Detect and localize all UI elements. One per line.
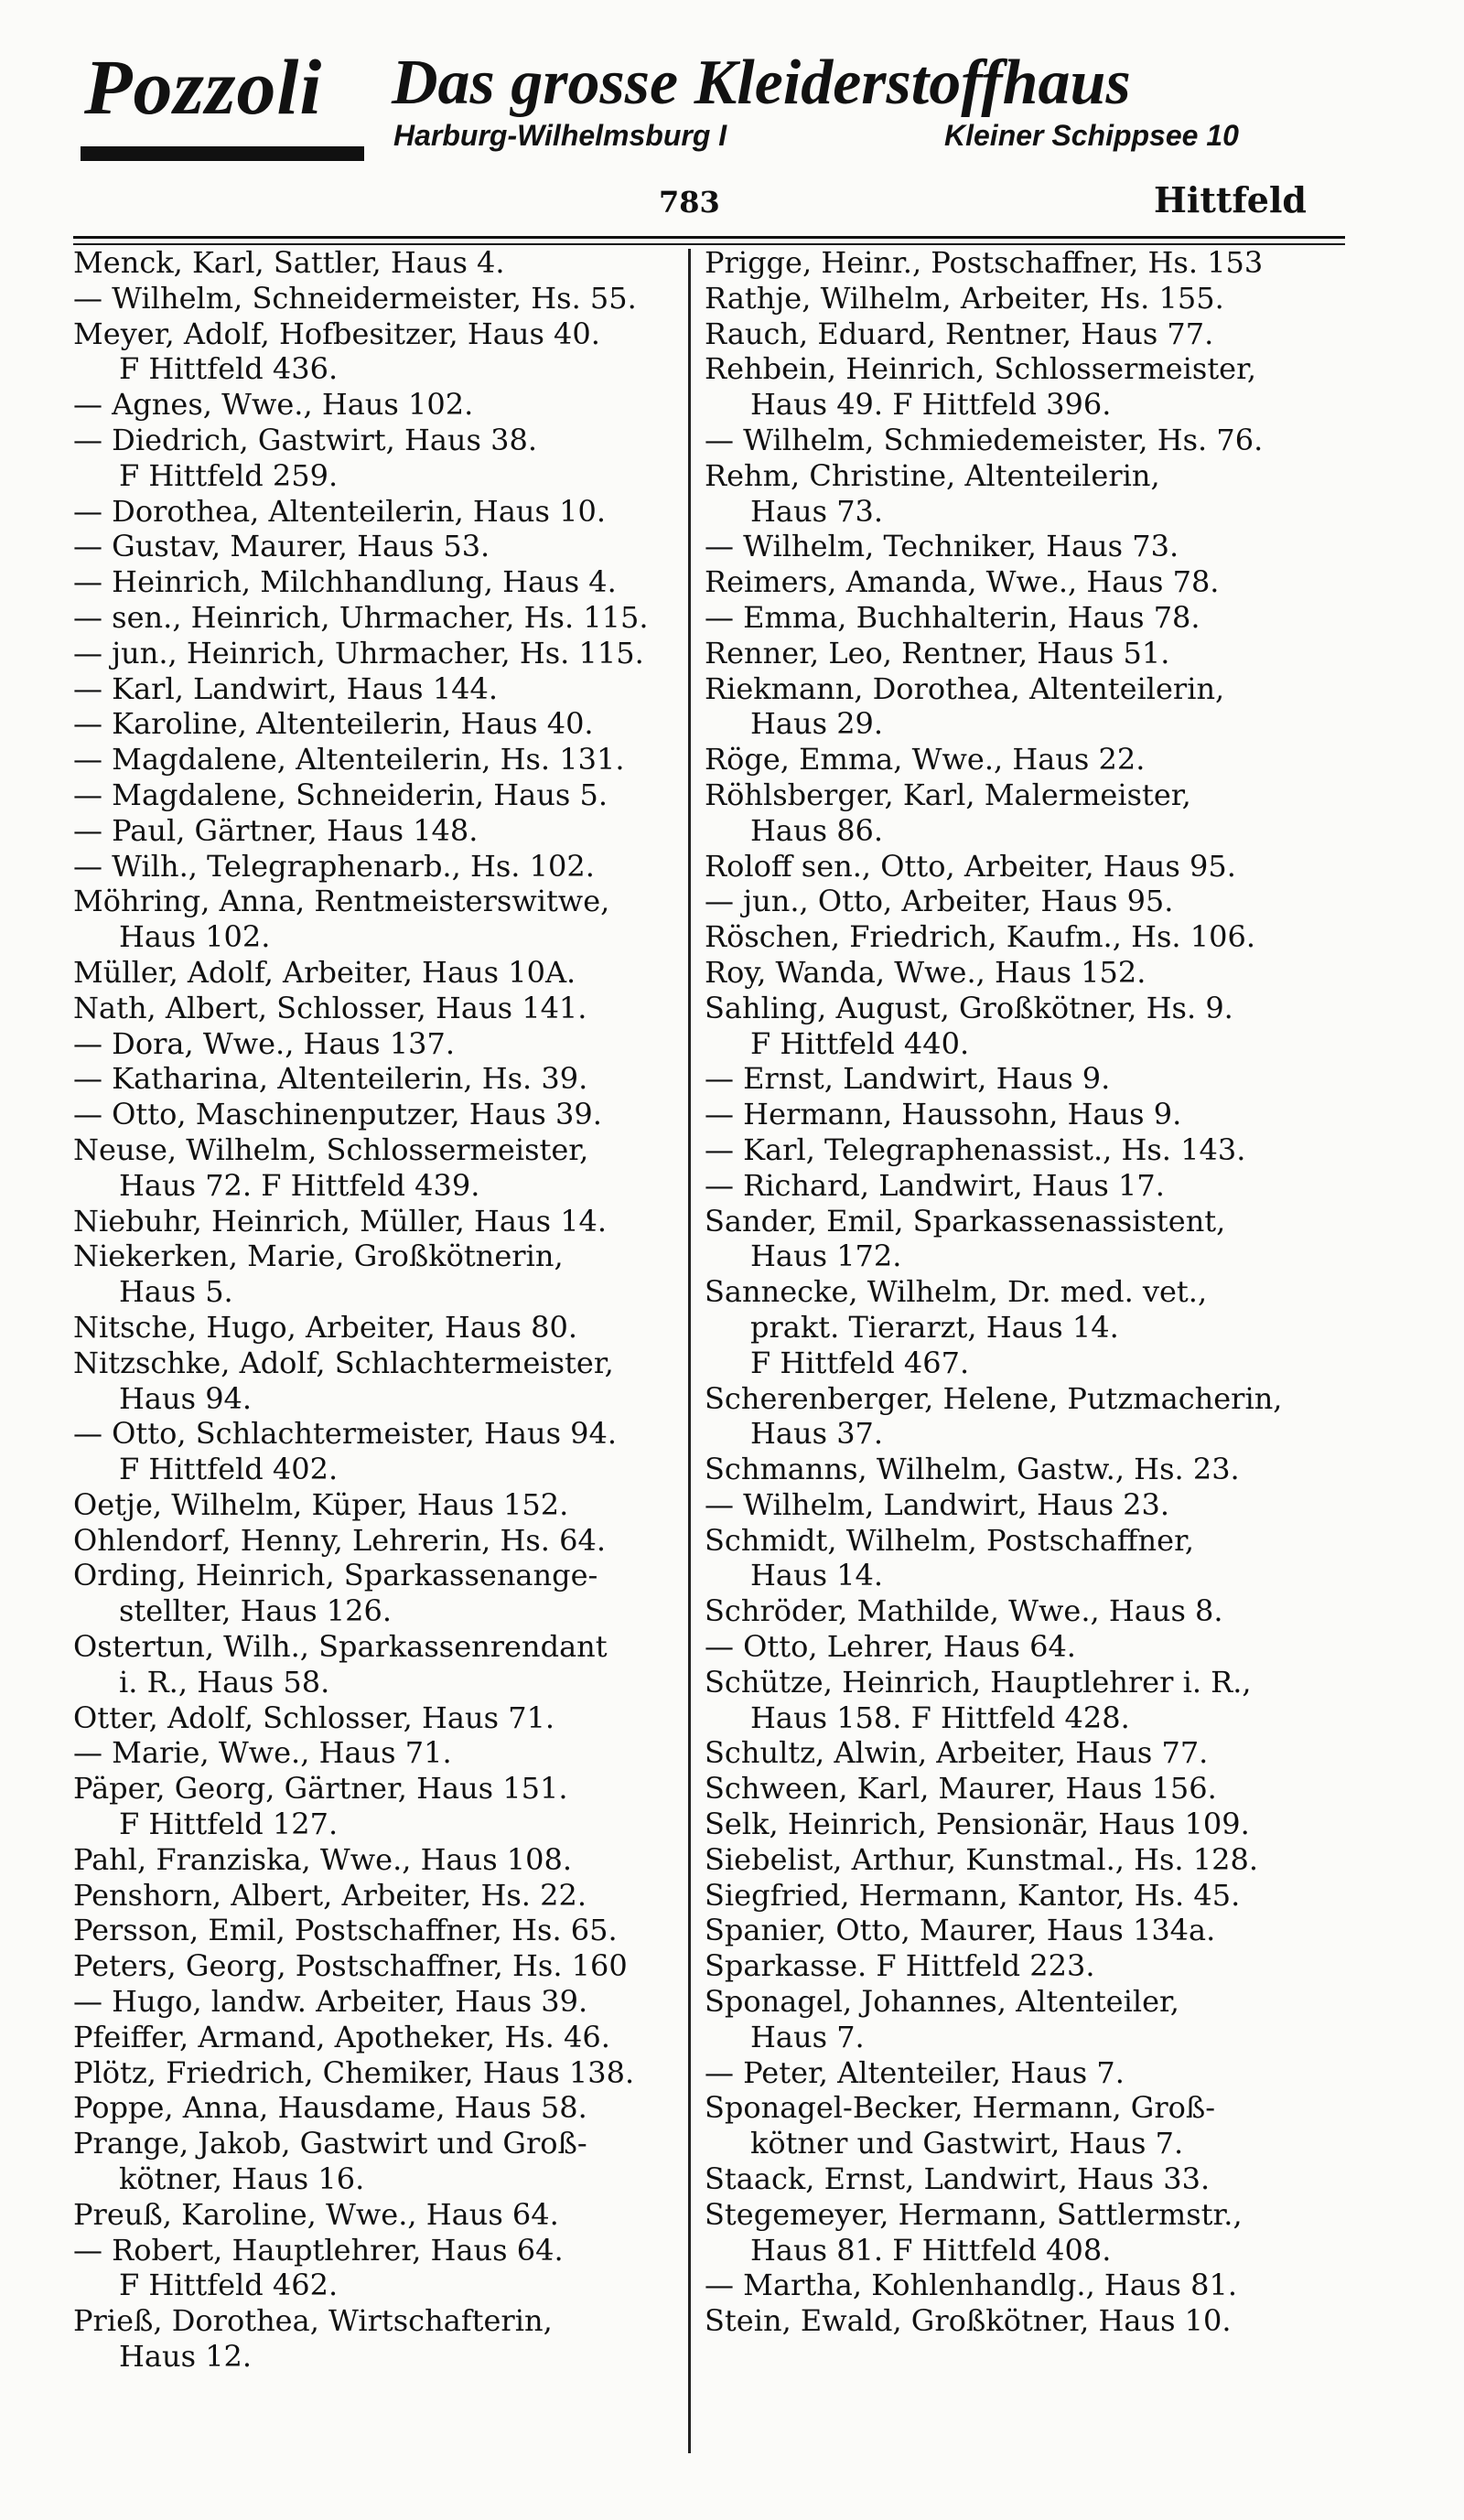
- directory-entry-line: Haus 7.: [750, 2019, 865, 2054]
- directory-entry-line: Rehbein, Heinrich, Schlossermeister,: [705, 351, 1257, 387]
- directory-entry-line: — Dorothea, Altenteilerin, Haus 10.: [73, 493, 606, 529]
- directory-entry-line: Sander, Emil, Sparkassenassistent,: [705, 1203, 1226, 1239]
- directory-entry-line: Spanier, Otto, Maurer, Haus 134a.: [705, 1913, 1216, 1948]
- directory-entry-line: Haus 94.: [119, 1380, 253, 1416]
- directory-entry-line: — Hugo, landw. Arbeiter, Haus 39.: [73, 1984, 588, 2020]
- directory-entry-line: Haus 12.: [119, 2339, 253, 2375]
- directory-entry-line: — jun., Otto, Arbeiter, Haus 95.: [705, 884, 1174, 919]
- directory-entry-line: Haus 86.: [750, 812, 884, 848]
- directory-entry-line: Pfeiffer, Armand, Apotheker, Hs. 46.: [73, 2019, 610, 2054]
- directory-entry-line: Nitsche, Hugo, Arbeiter, Haus 80.: [73, 1309, 577, 1345]
- directory-entry-line: Sannecke, Wilhelm, Dr. med. vet.,: [705, 1274, 1208, 1310]
- directory-entry-line: — Karl, Landwirt, Haus 144.: [73, 670, 499, 706]
- directory-entry-line: — Karl, Telegraphenassist., Hs. 143.: [705, 1131, 1246, 1167]
- directory-entry-line: — Marie, Wwe., Haus 71.: [73, 1735, 452, 1771]
- place-heading: Hittfeld: [1154, 179, 1307, 220]
- ad-location: Harburg-Wilhelmsburg I: [393, 119, 727, 152]
- directory-entry-line: Schröder, Mathilde, Wwe., Haus 8.: [705, 1593, 1223, 1629]
- directory-entry-line: i. R., Haus 58.: [119, 1664, 330, 1700]
- directory-entry-line: Haus 102.: [119, 919, 271, 955]
- directory-entry-line: Haus 49. F Hittfeld 396.: [750, 387, 1112, 423]
- directory-entry-line: Stegemeyer, Hermann, Sattlermstr.,: [705, 2196, 1243, 2232]
- directory-entry-line: — Martha, Kohlenhandlg., Haus 81.: [705, 2268, 1237, 2303]
- directory-entry-line: — Magdalene, Schneiderin, Haus 5.: [73, 777, 608, 812]
- directory-entry-line: Röschen, Friedrich, Kaufm., Hs. 106.: [705, 919, 1255, 955]
- directory-entry-line: Schween, Karl, Maurer, Haus 156.: [705, 1771, 1217, 1807]
- directory-entry-line: Peters, Georg, Postschaffner, Hs. 160: [73, 1948, 628, 1984]
- directory-entry-line: — Karoline, Altenteilerin, Haus 40.: [73, 706, 594, 742]
- directory-entry-line: Scherenberger, Helene, Putzmacherin,: [705, 1380, 1283, 1416]
- directory-entry-line: Rauch, Eduard, Rentner, Haus 77.: [705, 316, 1214, 351]
- directory-entry-line: F Hittfeld 462.: [119, 2268, 339, 2303]
- directory-entry-line: Haus 81. F Hittfeld 408.: [750, 2232, 1112, 2268]
- directory-entry-line: Reimers, Amanda, Wwe., Haus 78.: [705, 564, 1220, 600]
- directory-entry-line: Päper, Georg, Gärtner, Haus 151.: [73, 1771, 568, 1807]
- directory-entry-line: — Wilhelm, Techniker, Haus 73.: [705, 529, 1179, 564]
- directory-entry-line: Röge, Emma, Wwe., Haus 22.: [705, 742, 1146, 777]
- directory-entry-line: Rehm, Christine, Altenteilerin,: [705, 457, 1160, 493]
- directory-entry-line: — Wilh., Telegraphenarb., Hs. 102.: [73, 848, 595, 884]
- directory-entry-line: Roy, Wanda, Wwe., Haus 152.: [705, 954, 1146, 990]
- directory-entry-line: Prieß, Dorothea, Wirtschafterin,: [73, 2303, 553, 2339]
- right-column: [705, 245, 1336, 2339]
- directory-entry-line: Ohlendorf, Henny, Lehrerin, Hs. 64.: [73, 1522, 607, 1558]
- directory-entry-line: Müller, Adolf, Arbeiter, Haus 10A.: [73, 954, 576, 990]
- directory-entry-line: Selk, Heinrich, Pensionär, Haus 109.: [705, 1807, 1250, 1842]
- directory-entry-line: — Peter, Altenteiler, Haus 7.: [705, 2054, 1125, 2090]
- directory-entry-line: — Hermann, Haussohn, Haus 9.: [705, 1097, 1182, 1132]
- ad-brand: Pozzoli: [84, 43, 323, 131]
- directory-entry-line: Penshorn, Albert, Arbeiter, Hs. 22.: [73, 1877, 587, 1913]
- directory-entry-line: Haus 72. F Hittfeld 439.: [119, 1167, 480, 1203]
- directory-entry-line: Meyer, Adolf, Hofbesitzer, Haus 40.: [73, 316, 600, 351]
- directory-entry-line: — Diedrich, Gastwirt, Haus 38.: [73, 422, 538, 457]
- directory-entry-line: F Hittfeld 259.: [119, 457, 339, 493]
- directory-entry-line: Röhlsberger, Karl, Malermeister,: [705, 777, 1191, 812]
- directory-entry-line: Oetje, Wilhelm, Küper, Haus 152.: [73, 1486, 569, 1522]
- directory-entry-line: Haus 29.: [750, 706, 884, 742]
- directory-entry-line: Schütze, Heinrich, Hauptlehrer i. R.,: [705, 1664, 1252, 1700]
- directory-entry-line: Sparkasse. F Hittfeld 223.: [705, 1948, 1095, 1984]
- directory-entry-line: Haus 37.: [750, 1416, 884, 1452]
- directory-entry-line: — Magdalene, Altenteilerin, Hs. 131.: [73, 742, 625, 777]
- ad-tagline: Das grosse Kleiderstoffhaus: [392, 48, 1131, 118]
- directory-entry-line: Prigge, Heinr., Postschaffner, Hs. 153: [705, 245, 1264, 280]
- advertisement-banner: [0, 0, 1464, 183]
- directory-entry-line: kötner und Gastwirt, Haus 7.: [750, 2126, 1184, 2161]
- directory-entry-line: Ording, Heinrich, Sparkassenange-: [73, 1558, 598, 1593]
- directory-entry-line: kötner, Haus 16.: [119, 2161, 365, 2197]
- directory-entry-line: — Katharina, Altenteilerin, Hs. 39.: [73, 1061, 588, 1097]
- ad-address: Kleiner Schippsee 10: [944, 119, 1239, 152]
- directory-entry-line: — Agnes, Wwe., Haus 102.: [73, 387, 474, 423]
- directory-entry-line: Sponagel, Johannes, Altenteiler,: [705, 1984, 1179, 2020]
- directory-entry-line: Siegfried, Hermann, Kantor, Hs. 45.: [705, 1877, 1241, 1913]
- directory-entry-line: Neuse, Wilhelm, Schlossermeister,: [73, 1131, 589, 1167]
- directory-entry-line: — Otto, Schlachtermeister, Haus 94.: [73, 1416, 618, 1452]
- directory-entry-line: — sen., Heinrich, Uhrmacher, Hs. 115.: [73, 599, 649, 635]
- directory-entry-line: Prange, Jakob, Gastwirt und Groß-: [73, 2126, 587, 2161]
- directory-entry-line: F Hittfeld 467.: [750, 1345, 970, 1380]
- directory-entry-line: Preuß, Karoline, Wwe., Haus 64.: [73, 2196, 559, 2232]
- directory-entry-line: — Ernst, Landwirt, Haus 9.: [705, 1061, 1111, 1097]
- directory-entry-line: Menck, Karl, Sattler, Haus 4.: [73, 245, 505, 280]
- directory-entry-line: Rathje, Wilhelm, Arbeiter, Hs. 155.: [705, 280, 1224, 316]
- directory-entry-line: F Hittfeld 436.: [119, 351, 339, 387]
- directory-entry-line: Haus 5.: [119, 1274, 233, 1310]
- directory-entry-line: Siebelist, Arthur, Kunstmal., Hs. 128.: [705, 1841, 1259, 1877]
- directory-entry-line: Pahl, Franziska, Wwe., Haus 108.: [73, 1841, 573, 1877]
- directory-entry-line: Haus 73.: [750, 493, 884, 529]
- directory-entry-line: — Wilhelm, Schmiedemeister, Hs. 76.: [705, 422, 1264, 457]
- page-number: 783: [659, 185, 720, 220]
- directory-entry-line: — Otto, Maschinenputzer, Haus 39.: [73, 1097, 602, 1132]
- directory-entry-line: — Otto, Lehrer, Haus 64.: [705, 1629, 1076, 1665]
- directory-entry-line: — jun., Heinrich, Uhrmacher, Hs. 115.: [73, 635, 644, 670]
- directory-entry-line: — Gustav, Maurer, Haus 53.: [73, 529, 490, 564]
- directory-entry-line: Haus 172.: [750, 1239, 902, 1274]
- directory-entry-line: — Wilhelm, Schneidermeister, Hs. 55.: [73, 280, 637, 316]
- directory-entry-line: prakt. Tierarzt, Haus 14.: [750, 1309, 1119, 1345]
- directory-entry-line: — Richard, Landwirt, Haus 17.: [705, 1167, 1165, 1203]
- directory-entry-line: Schultz, Alwin, Arbeiter, Haus 77.: [705, 1735, 1209, 1771]
- directory-entry-line: Persson, Emil, Postschaffner, Hs. 65.: [73, 1913, 618, 1948]
- directory-entry-line: Ostertun, Wilh., Sparkassenrendant: [73, 1629, 608, 1665]
- directory-entry-line: Nath, Albert, Schlosser, Haus 141.: [73, 990, 587, 1025]
- left-column: [73, 245, 684, 2375]
- directory-entry-line: — Wilhelm, Landwirt, Haus 23.: [705, 1486, 1170, 1522]
- ad-brand-underline: [81, 146, 364, 161]
- directory-entry-line: Otter, Adolf, Schlosser, Haus 71.: [73, 1700, 555, 1735]
- directory-entry-line: Nitzschke, Adolf, Schlachtermeister,: [73, 1345, 614, 1380]
- directory-entry-line: Niekerken, Marie, Großkötnerin,: [73, 1239, 564, 1274]
- directory-entry-line: Möhring, Anna, Rentmeisterswitwe,: [73, 884, 610, 919]
- directory-entry-line: Plötz, Friedrich, Chemiker, Haus 138.: [73, 2054, 635, 2090]
- directory-entry-line: Sponagel-Becker, Hermann, Groß-: [705, 2090, 1216, 2126]
- header-rule: [73, 236, 1345, 239]
- directory-entry-line: Staack, Ernst, Landwirt, Haus 33.: [705, 2161, 1211, 2197]
- directory-entry-line: F Hittfeld 440.: [750, 1025, 970, 1061]
- directory-entry-line: Roloff sen., Otto, Arbeiter, Haus 95.: [705, 848, 1236, 884]
- directory-entry-line: — Dora, Wwe., Haus 137.: [73, 1025, 455, 1061]
- directory-entry-line: Renner, Leo, Rentner, Haus 51.: [705, 635, 1170, 670]
- directory-entry-line: Niebuhr, Heinrich, Müller, Haus 14.: [73, 1203, 608, 1239]
- directory-entry-line: stellter, Haus 126.: [119, 1593, 393, 1629]
- directory-entry-line: Schmidt, Wilhelm, Postschaffner,: [705, 1522, 1195, 1558]
- directory-entry-line: F Hittfeld 402.: [119, 1452, 339, 1487]
- directory-entry-line: Haus 14.: [750, 1558, 884, 1593]
- directory-entry-line: — Heinrich, Milchhandlung, Haus 4.: [73, 564, 617, 600]
- directory-entry-line: F Hittfeld 127.: [119, 1807, 339, 1842]
- directory-entry-line: Stein, Ewald, Großkötner, Haus 10.: [705, 2303, 1232, 2339]
- directory-entry-line: — Paul, Gärtner, Haus 148.: [73, 812, 479, 848]
- directory-entry-line: — Robert, Hauptlehrer, Haus 64.: [73, 2232, 564, 2268]
- directory-entry-line: Sahling, August, Großkötner, Hs. 9.: [705, 990, 1233, 1025]
- directory-entry-line: Schmanns, Wilhelm, Gastw., Hs. 23.: [705, 1452, 1240, 1487]
- directory-entry-line: — Emma, Buchhalterin, Haus 78.: [705, 599, 1200, 635]
- column-divider: [688, 249, 691, 2453]
- directory-entry-line: Riekmann, Dorothea, Altenteilerin,: [705, 670, 1225, 706]
- directory-entry-line: Haus 158. F Hittfeld 428.: [750, 1700, 1130, 1735]
- directory-entry-line: Poppe, Anna, Hausdame, Haus 58.: [73, 2090, 587, 2126]
